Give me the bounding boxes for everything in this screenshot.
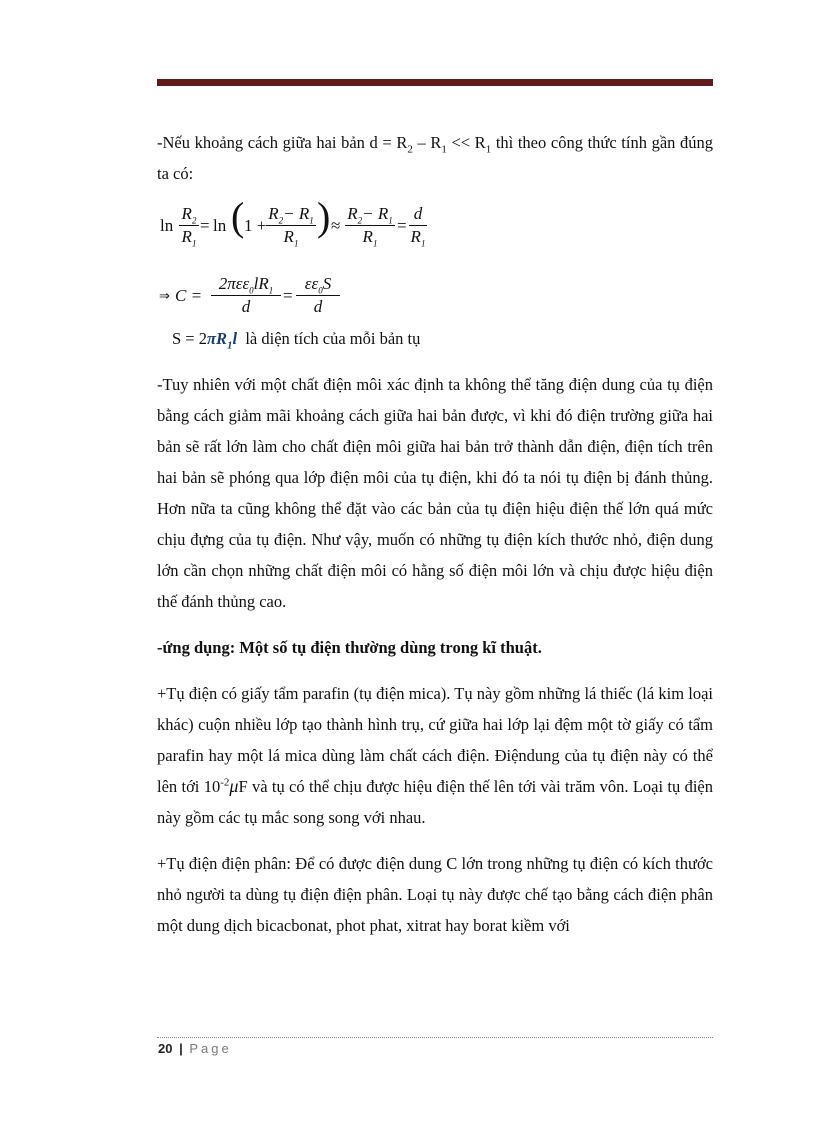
- fraction-r2-minus-r1-over-r1-b: $\frac{R_2- R_1}{R_1}$: [345, 203, 395, 248]
- c-equals: C =: [175, 286, 203, 305]
- area-definition: $S = 2\pi R_1l$ là diện tích của mỗi bản tụ: [172, 329, 421, 352]
- formula-capacitance: [157, 273, 713, 323]
- equals-sign-3: =: [283, 286, 293, 305]
- fraction-eps-s-over-d: $\frac{\varepsilon\varepsilon_0S}{d}$: [296, 273, 340, 318]
- formula-ln-approximation: [157, 194, 713, 255]
- pi-r1-symbol: $\pi R_1l$: [206, 329, 238, 352]
- section-heading-applications: -ứng dụng: Một số tụ điện thường dùng trong kĩ thuật.: [157, 638, 542, 657]
- paragraph-electrolytic-capacitor: +Tụ điện điện phân: Để có được điện dung C lớn trong những tụ điện có kích thước nhỏ người ta dùng tụ điện điện phân. Loại tụ này được chế tạo bằng cách điện phân một dung dịch bicacbonat, phot phat, xitrat hay borat kiềm với: [157, 854, 713, 935]
- right-paren: ): [317, 194, 331, 239]
- fraction-2pi-eps-lr1-over-d: $2\pi\varepsilon\varepsilon_0lR_1$ d: [211, 273, 281, 318]
- footer-rule: [157, 1037, 713, 1038]
- paragraph-breakdown: -Tuy nhiên với một chất điện môi xác định ta không thể tăng điện dung của tụ điện bằng cách giảm mãi khoảng cách giữa hai bản được, vì khi đó điện trường giữa hai bản sẽ rất lớn làm cho chất điện môi giữa hai bản trở thành dẫn điện, điện tích trên hai bản sẽ phóng qua lớp điện môi của tụ điện, khi đó ta nói tụ điện bị đánh thủng. Hơn nữa ta cũng không thể đặt vào các bản của tụ điện hiệu điện thế lớn quá mức chịu đựng của tụ điện. Như vậy, muốn có những tụ điện kích thước nhỏ, điện dung lớn cần chọn những chất điện môi có hằng số điện môi lớn và chịu được hiệu điện thế đánh thủng cao.: [157, 375, 713, 611]
- fraction-d-over-r1: $\frac{d}{R_1}$: [410, 204, 426, 249]
- implies-arrow: ⇒: [159, 288, 170, 303]
- ln-label: ln: [160, 216, 174, 235]
- page-label: Page: [189, 1041, 232, 1056]
- mu-symbol: μ: [229, 776, 239, 796]
- page-footer: [158, 1041, 232, 1056]
- page-number: 20: [158, 1041, 173, 1056]
- equals-sign-2: =: [397, 216, 407, 235]
- fraction-r2-minus-r1-over-r1: $\frac{R_2- R_1}{R_1}$: [266, 203, 316, 248]
- one-plus: 1 +: [244, 216, 267, 235]
- left-paren: (: [231, 194, 245, 239]
- fraction-r2-over-r1: $\frac{R_2}{R_1}$: [179, 203, 199, 248]
- equals-sign: =: [200, 216, 210, 235]
- paragraph-paper-capacitor: +Tụ điện có giấy tẩm parafin (tụ điện mica). Tụ này gồm những lá thiếc (lá kim loại khác) cuộn nhiều lớp tạo thành hình trụ, cứ giữa hai lớp lại đệm một tờ giấy có tẩm parafin hay một lá mica dùng làm chất cách điện. Điệndung của tụ điện này có thể lên tới $10^{-2}\mu F$ và tụ có thể chịu được hiệu điện thế lên tới vài trăm vôn. Loại tụ điện này gồm các tụ mắc song song với nhau.: [157, 684, 713, 827]
- page-body: [157, 127, 713, 941]
- header-rule: [157, 79, 713, 86]
- paragraph-intro: -Nếu khoảng cách giữa hai bản $d = R_2 - R_1 << R_1$ thì theo công thức tính gần đúng ta có:: [157, 133, 714, 183]
- footer-separator: |: [179, 1041, 183, 1056]
- approx-sign: ≈: [331, 216, 341, 235]
- ln-label-2: ln: [213, 216, 227, 235]
